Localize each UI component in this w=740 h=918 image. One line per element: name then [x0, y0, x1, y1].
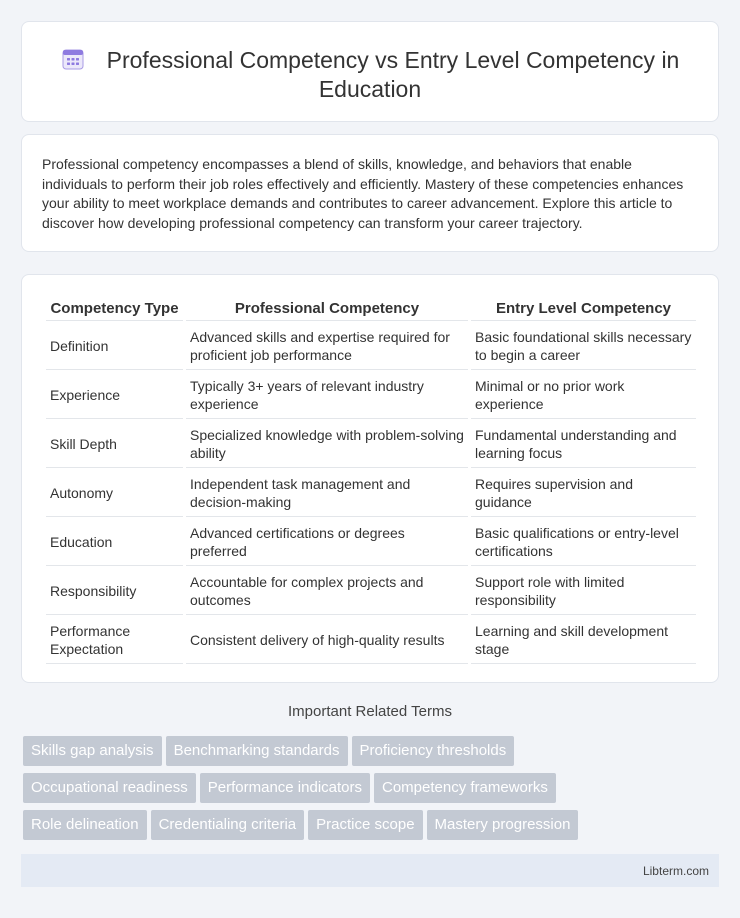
title-card	[21, 21, 719, 122]
related-term-tag[interactable]: Occupational readiness	[23, 773, 196, 803]
related-term-tag[interactable]: Proficiency thresholds	[352, 736, 515, 766]
table-row	[46, 470, 696, 517]
related-term-tag[interactable]: Mastery progression	[427, 810, 579, 840]
table-row	[46, 323, 696, 370]
entry-level-cell: Basic foundational skills necessary to begin a career	[471, 323, 696, 370]
row-label: Performance Expectation	[46, 617, 183, 664]
tag-row	[23, 736, 723, 773]
row-label: Responsibility	[46, 568, 183, 615]
table-row	[46, 421, 696, 468]
entry-level-cell: Learning and skill development stage	[471, 617, 696, 664]
intro-paragraph: Professional competency encompasses a blend of skills, knowledge, and behaviors that enable individuals to perform their job roles effectively and efficiently. Mastery of these competencies enhances your ability to meet workplace demands and contributes to career advancement. Explore this article to discover how developing professional competency can transform your career trajectory.	[42, 156, 684, 231]
related-term-tag[interactable]: Benchmarking standards	[166, 736, 348, 766]
professional-cell: Advanced certifications or degrees preferred	[186, 519, 468, 566]
page-title-row	[42, 46, 698, 104]
related-term-tag[interactable]: Role delineation	[23, 810, 147, 840]
related-term-tag[interactable]: Skills gap analysis	[23, 736, 162, 766]
tag-row	[23, 810, 723, 847]
row-label: Experience	[46, 372, 183, 419]
comparison-table	[43, 295, 699, 666]
table-header-row	[46, 297, 696, 321]
column-header-competency-type: Competency Type	[46, 297, 183, 321]
row-label: Autonomy	[46, 470, 183, 517]
table-row	[46, 372, 696, 419]
footer-bar	[21, 854, 719, 887]
professional-cell: Specialized knowledge with problem-solving ability	[186, 421, 468, 468]
table-row	[46, 519, 696, 566]
related-term-tag[interactable]: Performance indicators	[200, 773, 370, 803]
entry-level-cell: Fundamental understanding and learning focus	[471, 421, 696, 468]
column-header-professional: Professional Competency	[186, 297, 468, 321]
professional-cell: Independent task management and decision-making	[186, 470, 468, 517]
row-label: Skill Depth	[46, 421, 183, 468]
related-term-tag[interactable]: Credentialing criteria	[151, 810, 305, 840]
row-label: Education	[46, 519, 183, 566]
column-header-entry-level: Entry Level Competency	[471, 297, 696, 321]
entry-level-cell: Basic qualifications or entry-level certifications	[471, 519, 696, 566]
professional-cell: Accountable for complex projects and outcomes	[186, 568, 468, 615]
entry-level-cell: Support role with limited responsibility	[471, 568, 696, 615]
calendar-grid-icon	[61, 47, 85, 71]
professional-cell: Typically 3+ years of relevant industry experience	[186, 372, 468, 419]
related-terms-heading: Important Related Terms	[288, 703, 452, 720]
professional-cell: Advanced skills and expertise required for proficient job performance	[186, 323, 468, 370]
intro-card	[21, 134, 719, 252]
related-terms-list	[23, 736, 723, 847]
entry-level-cell: Requires supervision and guidance	[471, 470, 696, 517]
tag-row	[23, 773, 723, 810]
table-row	[46, 617, 696, 664]
related-term-tag[interactable]: Competency frameworks	[374, 773, 556, 803]
related-term-tag[interactable]: Practice scope	[308, 810, 422, 840]
table-row	[46, 568, 696, 615]
page-title: Professional Competency vs Entry Level Competency in Education	[106, 47, 680, 102]
professional-cell: Consistent delivery of high-quality results	[186, 617, 468, 664]
footer-site-link[interactable]: Libterm.com	[642, 864, 709, 878]
row-label: Definition	[46, 323, 183, 370]
comparison-table-card	[21, 274, 719, 683]
entry-level-cell: Minimal or no prior work experience	[471, 372, 696, 419]
